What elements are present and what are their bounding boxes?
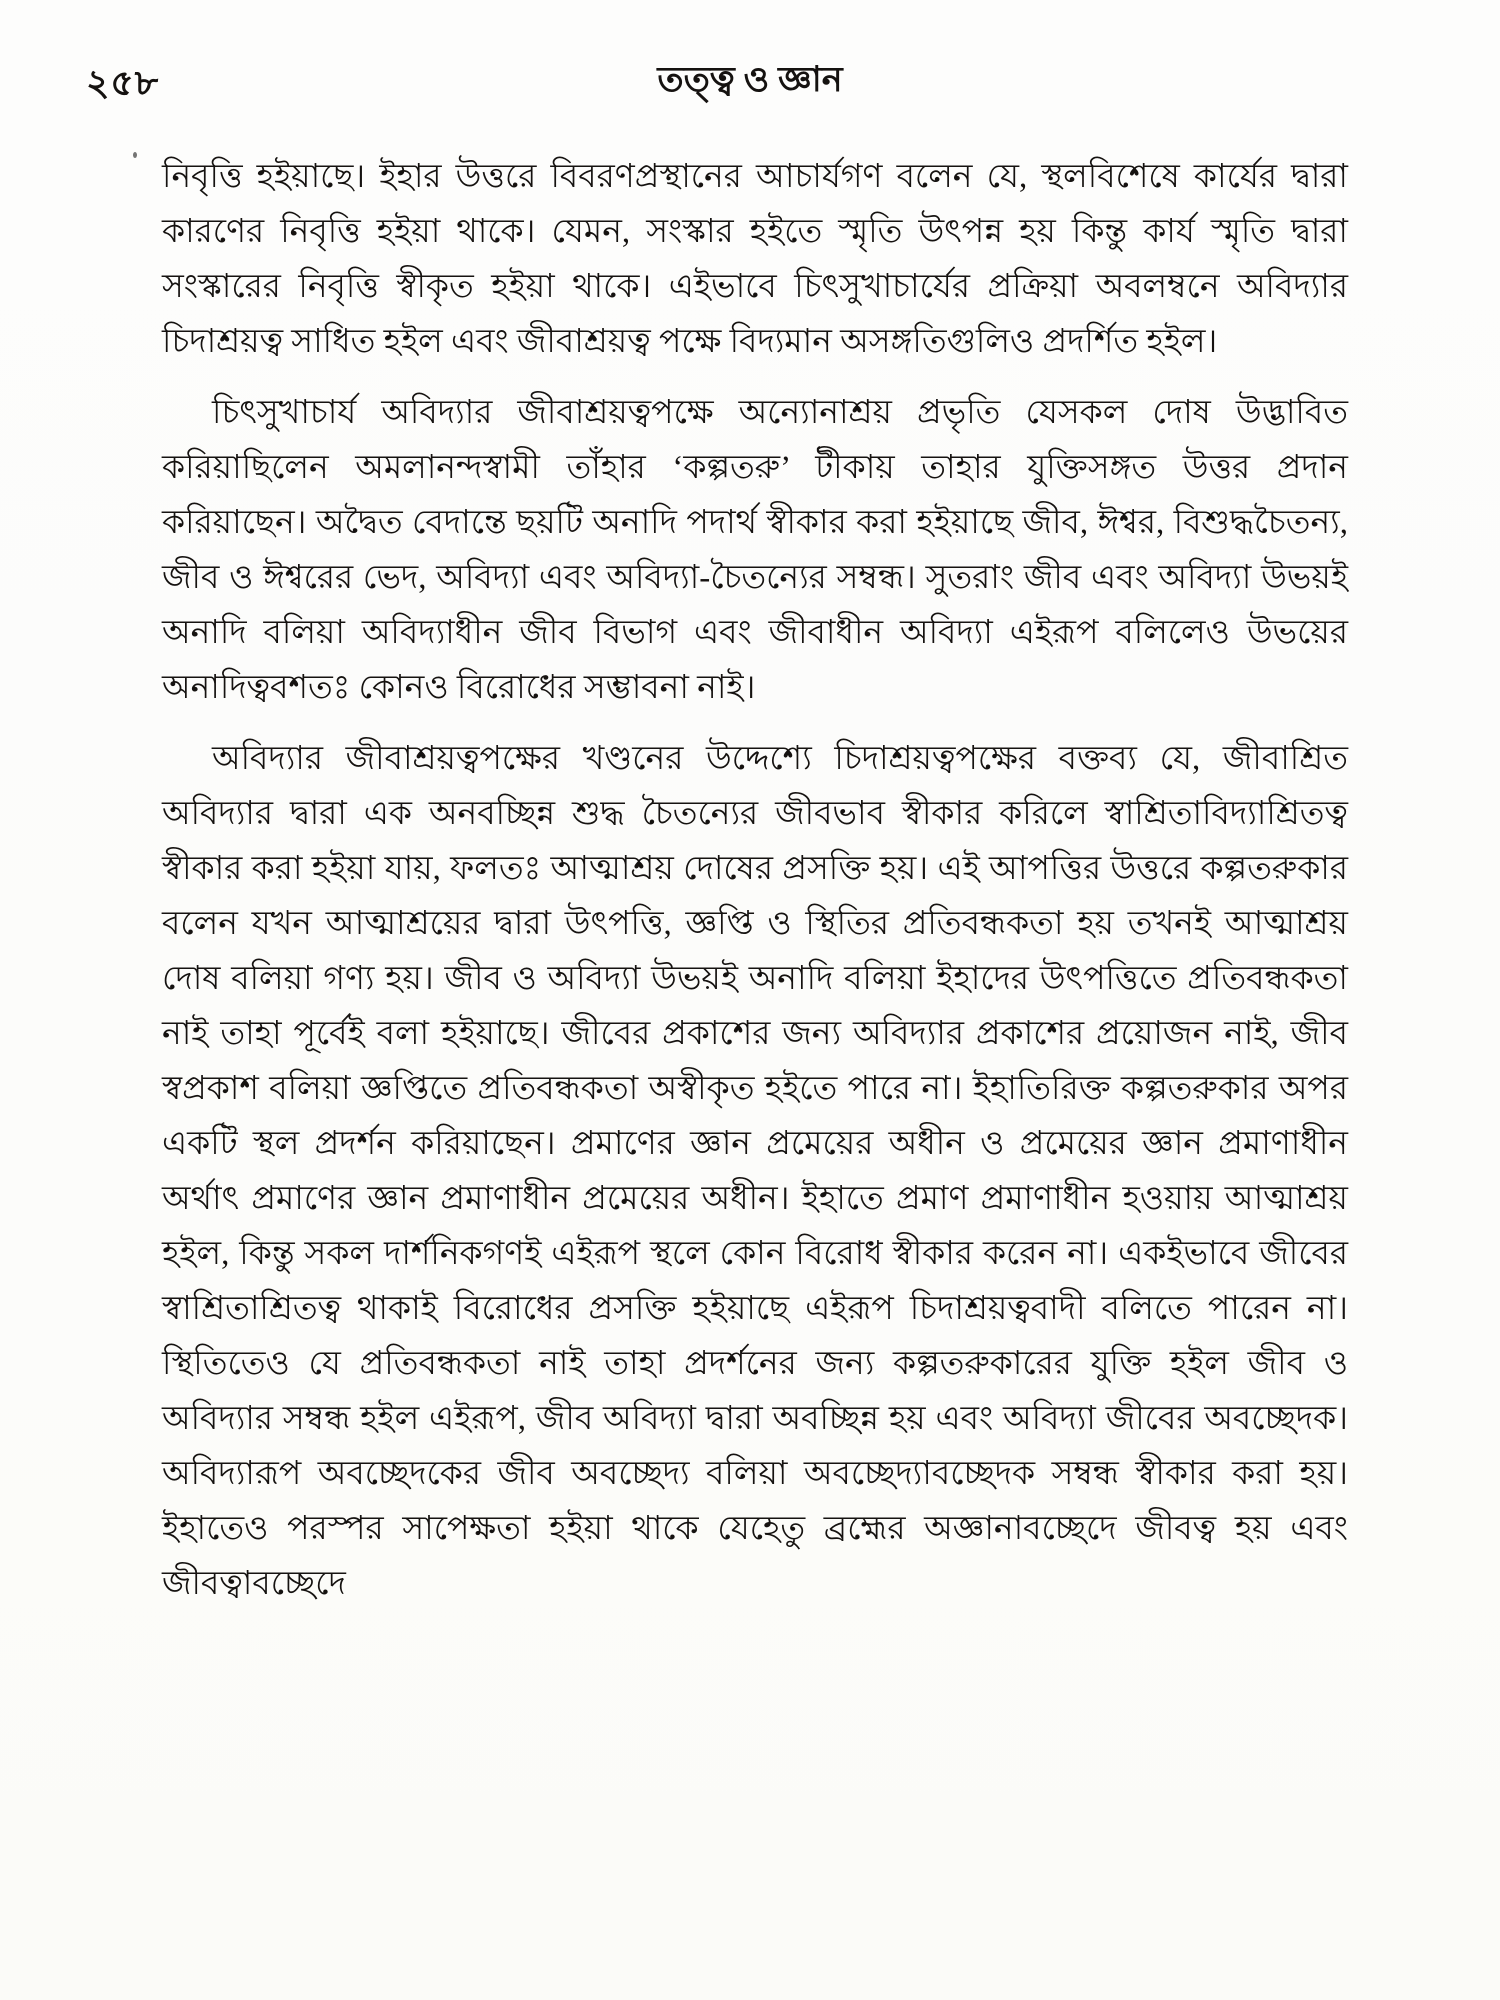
- running-head-title: তত্ত্ব ও জ্ঞান: [657, 60, 843, 99]
- page-body: [162, 150, 1348, 1612]
- scan-artifact-dot: [133, 152, 137, 158]
- paragraph-2: চিৎসুখাচার্য অবিদ্যার জীবাশ্রয়ত্বপক্ষে অন্যোনাশ্রয় প্রভৃতি যেসকল দোষ উদ্ভাবিত করিয়াছিলেন অমলানন্দস্বামী তাঁহার ‘কল্পতরু’ টীকায় তাহার যুক্তিসঙ্গত উত্তর প্রদান করিয়াছেন। অদ্বৈত বেদান্তে ছয়টি অনাদি পদার্থ স্বীকার করা হইয়াছে জীব, ঈশ্বর, বিশুদ্ধচৈতন্য, জীব ও ঈশ্বরের ভেদ, অবিদ্যা এবং অবিদ্যা-চৈতন্যের সম্বন্ধ। সুতরাং জীব এবং অবিদ্যা উভয়ই অনাদি বলিয়া অবিদ্যাধীন জীব বিভাগ এবং জীবাধীন অবিদ্যা এইরূপ বলিলেও উভয়ের অনাদিত্ববশতঃ কোনও বিরোধের সম্ভাবনা নাই।: [162, 395, 1348, 706]
- paragraph-3: অবিদ্যার জীবাশ্রয়ত্বপক্ষের খণ্ডনের উদ্দেশ্যে চিদাশ্রয়ত্বপক্ষের বক্তব্য যে, জীবাশ্রিত অবিদ্যার দ্বারা এক অনবচ্ছিন্ন শুদ্ধ চৈতন্যের জীবভাব স্বীকার করিলে স্বাশ্রিতাবিদ্যাশ্রিতত্ব স্বীকার করা হইয়া যায়, ফলতঃ আত্মাশ্রয় দোষের প্রসক্তি হয়। এই আপত্তির উত্তরে কল্পতরুকার বলেন যখন আত্মাশ্রয়ের দ্বারা উৎপত্তি, জ্ঞপ্তি ও স্থিতির প্রতিবন্ধকতা হয় তখনই আত্মাশ্রয় দোষ বলিয়া গণ্য হয়। জীব ও অবিদ্যা উভয়ই অনাদি বলিয়া ইহাদের উৎপত্তিতে প্রতিবন্ধকতা নাই তাহা পূর্বেই বলা হইয়াছে। জীবের প্রকাশের জন্য অবিদ্যার প্রকাশের প্রয়োজন নাই, জীব স্বপ্রকাশ বলিয়া জ্ঞপ্তিতে প্রতিবন্ধকতা অস্বীকৃত হইতে পারে না। ইহাতিরিক্ত কল্পতরুকার অপর একটি স্থল প্রদর্শন করিয়াছেন। প্রমাণের জ্ঞান প্রমেয়ের অধীন ও প্রমেয়ের জ্ঞান প্রমাণাধীন অর্থাৎ প্রমাণের জ্ঞান প্রমাণাধীন প্রমেয়ের অধীন। ইহাতে প্রমাণ প্রমাণাধীন হওয়ায় আত্মাশ্রয় হইল, কিন্তু সকল দার্শনিকগণই এইরূপ স্থলে কোন বিরোধ স্বীকার করেন না। একইভাবে জীবের স্বাশ্রিতাশ্রিতত্ব থাকাই বিরোধের প্রসক্তি হইয়াছে এইরূপ চিদাশ্রয়ত্ববাদী বলিতে পারেন না। স্থিতিতেও যে প্রতিবন্ধকতা নাই তাহা প্রদর্শনের জন্য কল্পতরুকারের যুক্তি হইল জীব ও অবিদ্যার সম্বন্ধ হইল এইরূপ, জীব অবিদ্যা দ্বারা অবচ্ছিন্ন হয় এবং অবিদ্যা জীবের অবচ্ছেদক। অবিদ্যারূপ অবচ্ছেদকের জীব অবচ্ছেদ্য বলিয়া অবচ্ছেদ্যাবচ্ছেদক সম্বন্ধ স্বীকার করা হয়। ইহাতেও পরস্পর সাপেক্ষতা হইয়া থাকে যেহেতু ব্রহ্মের অজ্ঞানাবচ্ছেদে জীবত্ব হয় এবং জীবত্বাবচ্ছেদে: [162, 741, 1348, 1602]
- page-number: ২৫৮: [86, 63, 160, 103]
- paragraph-1: নিবৃত্তি হইয়াছে। ইহার উত্তরে বিবরণপ্রস্থানের আচার্যগণ বলেন যে, স্থলবিশেষে কার্যের দ্বারা কারণের নিবৃত্তি হইয়া থাকে। যেমন, সংস্কার হইতে স্মৃতি উৎপন্ন হয় কিন্তু কার্য স্মৃতি দ্বারা সংস্কারের নিবৃত্তি স্বীকৃত হইয়া থাকে। এইভাবে চিৎসুখাচার্যের প্রক্রিয়া অবলম্বনে অবিদ্যার চিদাশ্রয়ত্ব সাধিত হইল এবং জীবাশ্রয়ত্ব পক্ষে বিদ্যমান অসঙ্গতিগুলিও প্রদর্শিত হইল।: [162, 159, 1348, 360]
- page-header: [0, 52, 1500, 122]
